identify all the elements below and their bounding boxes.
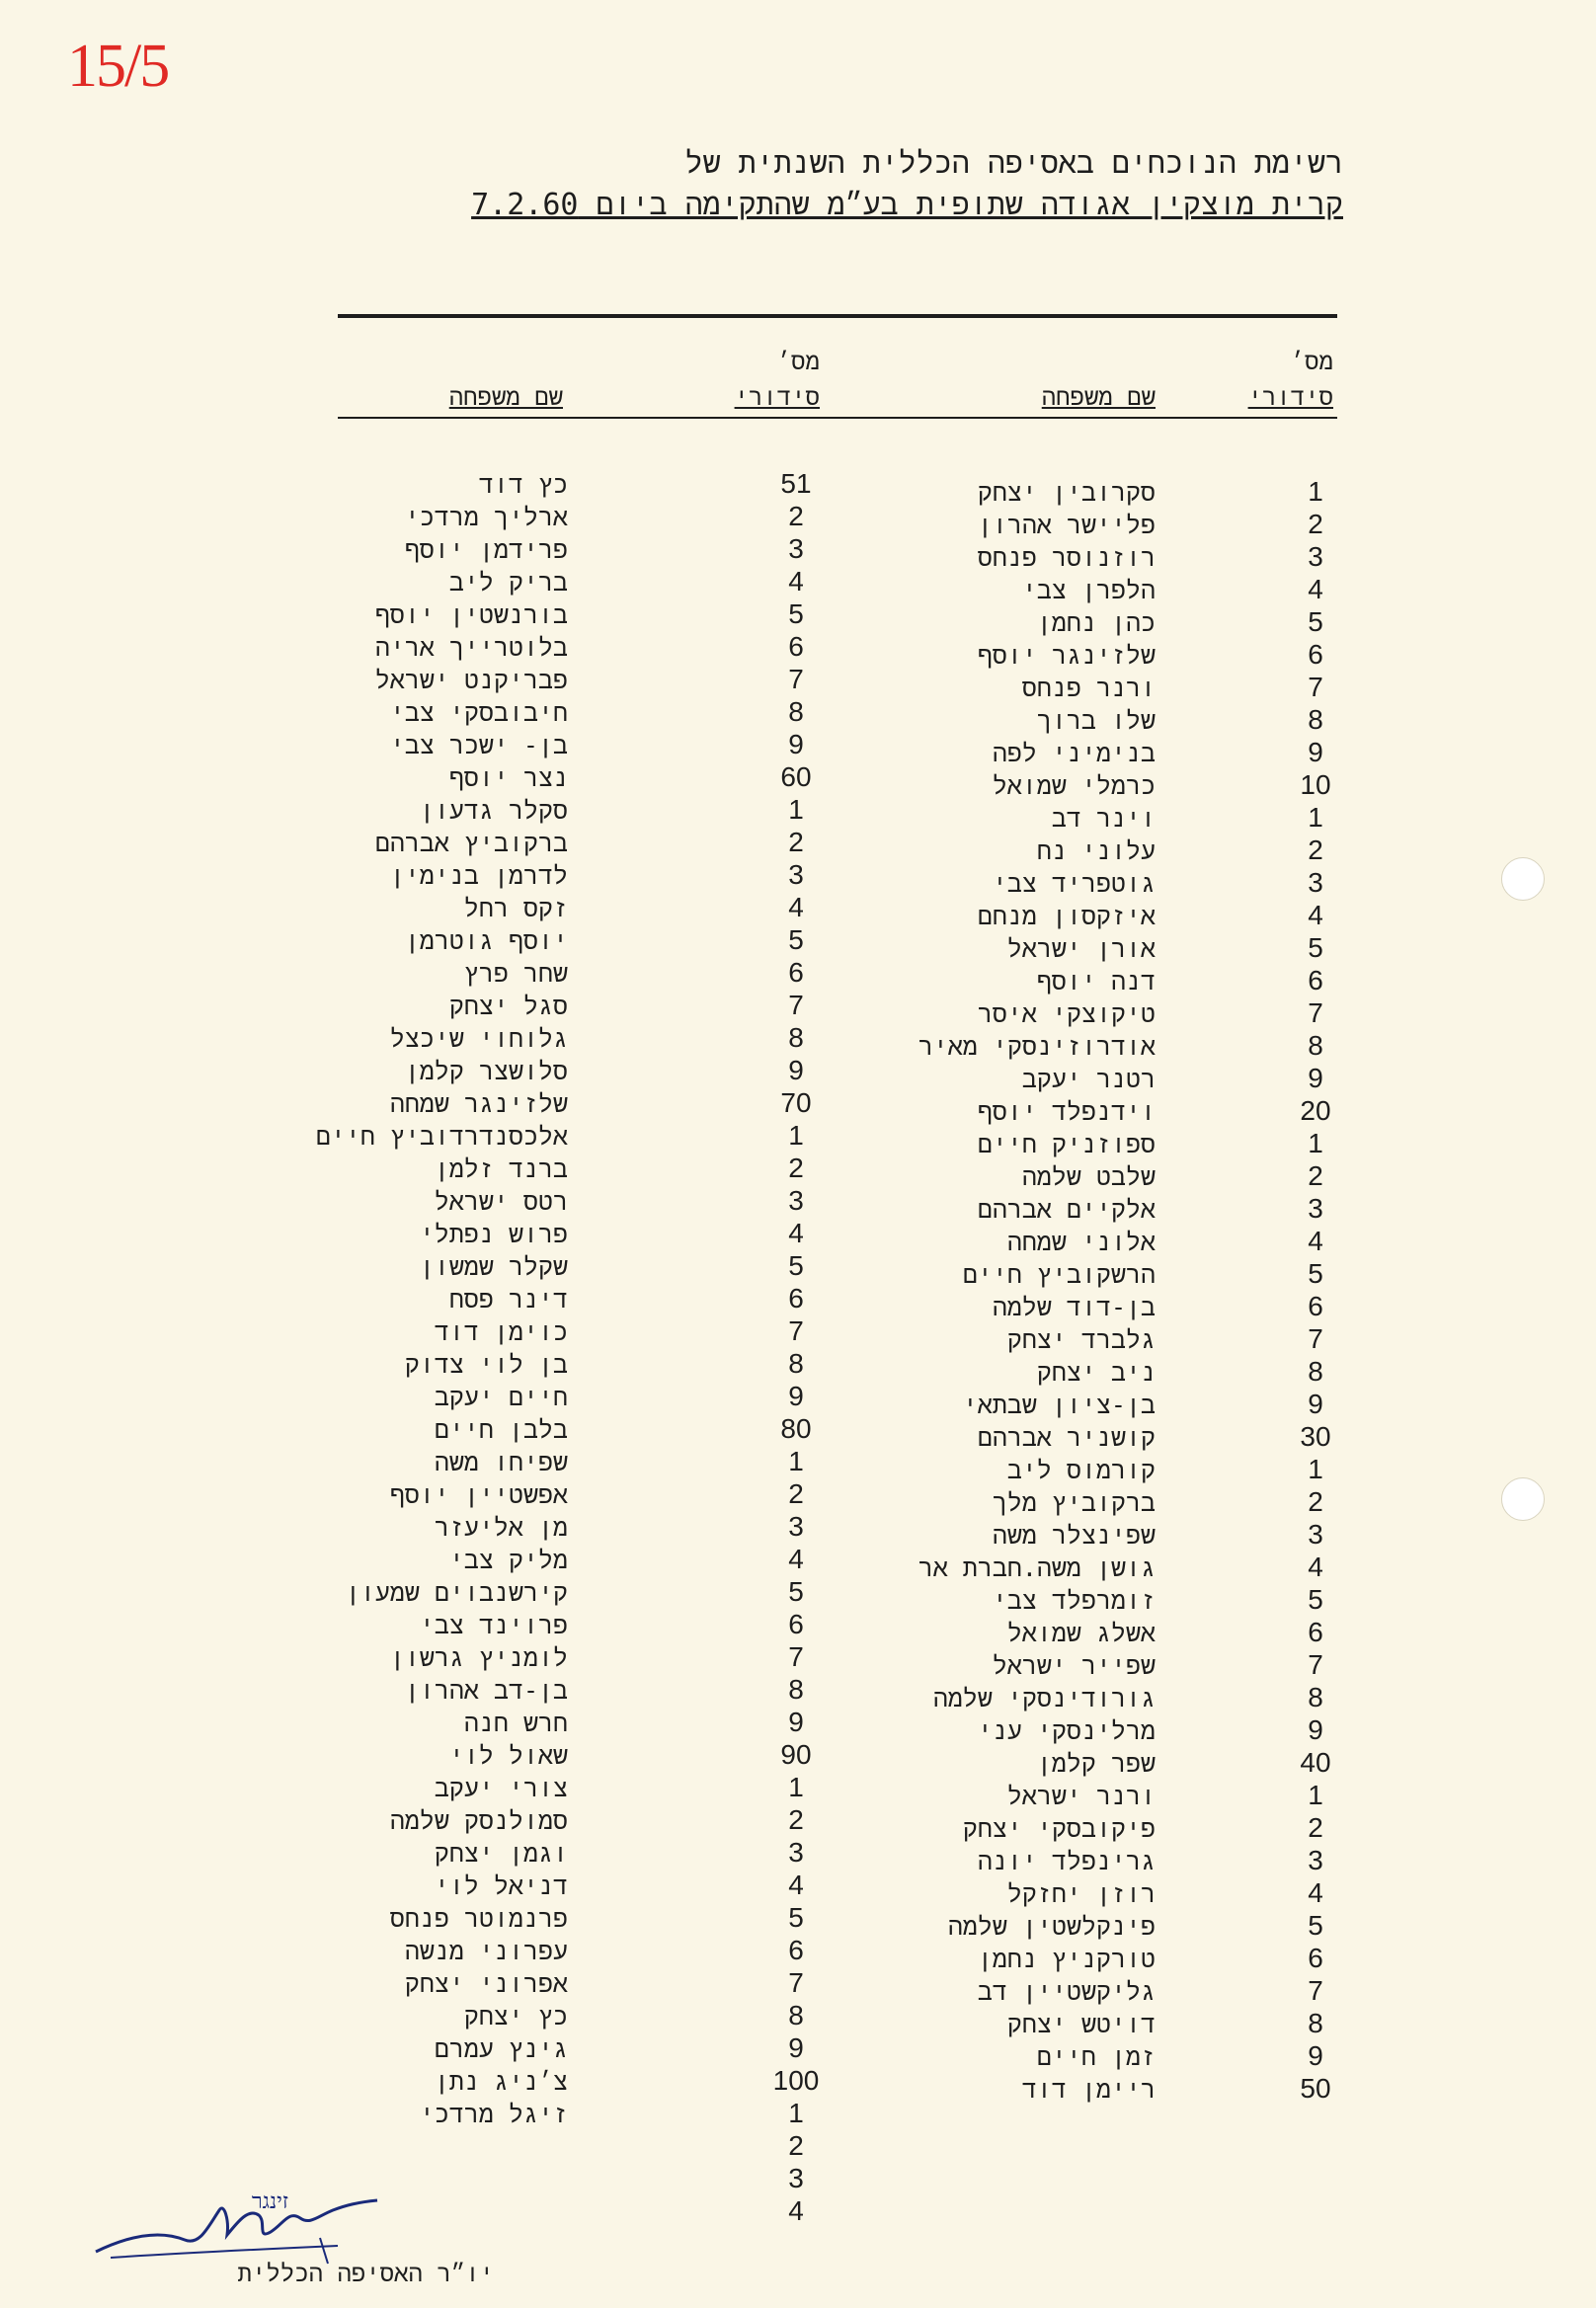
right-family-name: שפינצלר משה bbox=[992, 1521, 1156, 1550]
right-serial-number: 9 bbox=[1308, 2040, 1323, 2071]
right-family-name: כרמלי שמואל bbox=[992, 771, 1156, 800]
right-serial-number: 8 bbox=[1308, 1356, 1323, 1387]
left-serial-number: 4 bbox=[788, 892, 804, 922]
right-serial-number: 7 bbox=[1308, 997, 1323, 1028]
right-family-name: גליקשטיין דב bbox=[977, 1977, 1156, 2006]
right-family-name: סקרובין יצחק bbox=[977, 478, 1156, 507]
right-family-name: גורודינסקי שלמה bbox=[932, 1684, 1156, 1712]
left-family-name: נצר יוסף bbox=[448, 763, 568, 792]
right-serial-number: 5 bbox=[1308, 1258, 1323, 1289]
left-serial-number: 8 bbox=[788, 1348, 804, 1379]
header-rule bbox=[338, 314, 1337, 318]
right-family-name: טורקניץ נחמן bbox=[977, 1945, 1156, 1973]
right-serial-number: 1 bbox=[1308, 476, 1323, 507]
right-family-name: הרשקוביץ חיים bbox=[962, 1260, 1156, 1289]
right-family-name: פינקלשטין שלמה bbox=[947, 1912, 1156, 1941]
right-family-name: אודרוזינסקי מאיר bbox=[918, 1032, 1156, 1061]
page-number-mark: 15/5 bbox=[67, 33, 169, 100]
left-serial-number: 1 bbox=[788, 2098, 804, 2128]
left-serial-number: 8 bbox=[788, 696, 804, 727]
left-serial-number: 8 bbox=[788, 1674, 804, 1705]
left-serial-number: 3 bbox=[788, 859, 804, 890]
right-family-name: שלבט שלמה bbox=[1021, 1162, 1156, 1191]
right-serial-number: 9 bbox=[1308, 1714, 1323, 1745]
left-serial-number: 1 bbox=[788, 794, 804, 825]
signature-name: זינגר bbox=[251, 2189, 288, 2213]
left-family-header: שם משפחה bbox=[448, 383, 563, 411]
right-family-name: בנימיני לפה bbox=[992, 739, 1156, 767]
right-serial-number: 2 bbox=[1308, 835, 1323, 865]
left-serial-number: 3 bbox=[788, 1511, 804, 1542]
left-family-name: זקס רחל bbox=[463, 894, 568, 922]
right-serial-number: 6 bbox=[1308, 1291, 1323, 1321]
right-family-name: זומרפלד צבי bbox=[992, 1586, 1156, 1615]
left-serial-number: 3 bbox=[788, 2163, 804, 2193]
left-serial-number: 1 bbox=[788, 1772, 804, 1802]
left-serial-number: 9 bbox=[788, 1055, 804, 1085]
right-family-name: גוטפריד צבי bbox=[992, 869, 1156, 898]
left-serial-number: 4 bbox=[788, 1218, 804, 1248]
right-family-name: רטנר יעקב bbox=[1021, 1065, 1156, 1093]
left-serial-number: 6 bbox=[788, 1935, 804, 1965]
right-serial-number: 5 bbox=[1308, 1584, 1323, 1615]
left-family-name: יוסף גוטרמן bbox=[404, 926, 568, 955]
left-family-name: פרנמוטר פנחס bbox=[389, 1904, 568, 1933]
right-family-name: בן-דוד שלמה bbox=[992, 1293, 1156, 1321]
left-family-name: פרידמן יוסף bbox=[404, 535, 568, 564]
right-serial-number: 10 bbox=[1300, 769, 1331, 800]
right-family-name: וידנפלד יוסף bbox=[977, 1097, 1156, 1126]
left-serial-number: 5 bbox=[788, 1250, 804, 1281]
handwritten-signature bbox=[91, 2181, 387, 2269]
left-serial-number: 6 bbox=[788, 957, 804, 988]
right-family-name: רוזנוסר פנחס bbox=[977, 543, 1156, 572]
left-serial-number: 8 bbox=[788, 2000, 804, 2030]
right-family-name: הלפרן צבי bbox=[1021, 576, 1156, 604]
left-serial-number: 5 bbox=[788, 1576, 804, 1607]
right-serial-number: 3 bbox=[1308, 541, 1323, 572]
left-serial-number: 4 bbox=[788, 2195, 804, 2226]
left-family-name: שחר פרץ bbox=[463, 959, 568, 988]
right-serial-number: 4 bbox=[1308, 1552, 1323, 1582]
punch-hole-top bbox=[1501, 857, 1545, 901]
left-serial-number: 60 bbox=[780, 761, 812, 792]
punch-hole-bottom bbox=[1501, 1477, 1545, 1521]
left-serial-number: 7 bbox=[788, 664, 804, 694]
left-family-name: בלבן חיים bbox=[434, 1415, 568, 1444]
right-family-name: אורן ישראל bbox=[1006, 934, 1156, 963]
right-serial-number: 8 bbox=[1308, 704, 1323, 735]
left-family-name: חיים יעקב bbox=[434, 1383, 568, 1411]
left-family-name: פרוינד צבי bbox=[419, 1611, 568, 1639]
right-family-name: אשלג שמואל bbox=[1006, 1619, 1156, 1647]
left-serial-number: 1 bbox=[788, 1120, 804, 1151]
left-serial-number: 7 bbox=[788, 1967, 804, 1998]
document-title-line-2: קרית מוצקין אגודה שתופית בע״מ שהתקימה ביום 7.2.60 bbox=[471, 188, 1343, 222]
right-family-name: פיקובסקי יצחק bbox=[962, 1814, 1156, 1843]
right-family-name: ברקוביץ מלך bbox=[992, 1488, 1156, 1517]
right-serial-number: 3 bbox=[1308, 867, 1323, 898]
right-serial-number: 6 bbox=[1308, 1943, 1323, 1973]
left-family-name: בן- ישכר צבי bbox=[389, 731, 568, 759]
right-serial-header: מס׳ bbox=[1290, 348, 1333, 375]
right-family-name: ורנר פנחס bbox=[1021, 674, 1156, 702]
left-serial-number: 6 bbox=[788, 1609, 804, 1639]
right-serial-number: 4 bbox=[1308, 900, 1323, 930]
left-family-name: אפרוני יצחק bbox=[404, 1969, 568, 1998]
left-serial-number: 80 bbox=[780, 1413, 812, 1444]
right-serial-number: 3 bbox=[1308, 1193, 1323, 1224]
left-family-name: קירשנבוים שמעון bbox=[345, 1578, 568, 1607]
left-family-name: כוימן דוד bbox=[434, 1317, 568, 1346]
right-serial-number: 50 bbox=[1300, 2073, 1331, 2104]
left-family-name: בריק ליב bbox=[448, 568, 568, 597]
right-serial-number: 7 bbox=[1308, 1975, 1323, 2006]
left-family-name: צורי יעקב bbox=[434, 1774, 568, 1802]
right-family-name: מרלינסקי עני bbox=[977, 1716, 1156, 1745]
left-family-name: שקלר שמשון bbox=[419, 1252, 568, 1281]
left-family-name: עפרוני מנשה bbox=[404, 1937, 568, 1965]
left-family-name: פבריקנט ישראל bbox=[374, 666, 568, 694]
right-family-name: רוזן יחזקל bbox=[1006, 1879, 1156, 1908]
document-title-line-1: רשימת הנוכחים באסיפה הכללית השנתית של bbox=[684, 146, 1343, 181]
left-family-name: ברקוביץ אברהם bbox=[374, 829, 568, 857]
left-family-name: ארליך מרדכי bbox=[404, 503, 568, 531]
right-serial-number: 2 bbox=[1308, 509, 1323, 539]
right-serial-number: 7 bbox=[1308, 672, 1323, 702]
right-serial-number: 6 bbox=[1308, 639, 1323, 670]
right-family-name: טיקוצקי איסר bbox=[977, 999, 1156, 1028]
left-family-name: סלושצר קלמן bbox=[404, 1057, 568, 1085]
left-serial-number: 4 bbox=[788, 566, 804, 597]
right-serial-number: 2 bbox=[1308, 1486, 1323, 1517]
left-family-name: סקלר גדעון bbox=[419, 796, 568, 825]
left-serial-number: 3 bbox=[788, 1185, 804, 1216]
left-family-name: סמולנסק שלמה bbox=[389, 1806, 568, 1835]
left-serial-number: 90 bbox=[780, 1739, 812, 1770]
left-serial-number: 9 bbox=[788, 2032, 804, 2063]
left-family-name: בן לוי צדוק bbox=[404, 1350, 568, 1379]
right-family-name: קושניר אברהם bbox=[977, 1423, 1156, 1452]
right-family-name: פליישר אהרון bbox=[977, 511, 1156, 539]
right-serial-number: 30 bbox=[1300, 1421, 1331, 1452]
left-serial-number: 2 bbox=[788, 1153, 804, 1183]
left-family-name: דינר פסח bbox=[448, 1285, 568, 1313]
left-family-name: צ׳ניג נתן bbox=[434, 2067, 568, 2096]
left-family-name: בן-דב אהרון bbox=[404, 1676, 568, 1705]
left-serial-number: 4 bbox=[788, 1544, 804, 1574]
right-family-name: דויטש יצחק bbox=[1006, 2010, 1156, 2038]
left-serial-number: 3 bbox=[788, 1837, 804, 1868]
right-family-name: זמן חיים bbox=[1036, 2042, 1156, 2071]
left-family-name: בורנשטין יוסף bbox=[374, 600, 568, 629]
right-serial-number: 2 bbox=[1308, 1812, 1323, 1843]
right-family-name: גרינפלד יונה bbox=[977, 1847, 1156, 1875]
left-serial-number: 1 bbox=[788, 1446, 804, 1476]
right-serial-number: 8 bbox=[1308, 1682, 1323, 1712]
left-serial-number: 8 bbox=[788, 1022, 804, 1053]
right-serial-number: 3 bbox=[1308, 1519, 1323, 1550]
left-serial-number: 2 bbox=[788, 2130, 804, 2161]
right-family-name: גושן משה.חברת אר bbox=[918, 1553, 1156, 1582]
left-serial-number: 2 bbox=[788, 827, 804, 857]
right-serial-number: 4 bbox=[1308, 1226, 1323, 1256]
right-family-name: ספוזניק חיים bbox=[977, 1130, 1156, 1158]
right-serial-number: 3 bbox=[1308, 1845, 1323, 1875]
left-family-name: זיגל מרדכי bbox=[419, 2100, 568, 2128]
left-serial-number: 70 bbox=[780, 1087, 812, 1118]
right-serial-number: 9 bbox=[1308, 737, 1323, 767]
right-serial-number: 20 bbox=[1300, 1095, 1331, 1126]
right-serial-number: 7 bbox=[1308, 1649, 1323, 1680]
left-family-name: שפיחו משה bbox=[434, 1448, 568, 1476]
right-serial-number: 2 bbox=[1308, 1160, 1323, 1191]
left-serial-number: 7 bbox=[788, 990, 804, 1020]
left-family-name: חיבובסקי צבי bbox=[389, 698, 568, 727]
left-family-name: חרש חנה bbox=[463, 1709, 568, 1737]
right-serial-number: 8 bbox=[1308, 2008, 1323, 2038]
left-family-name: סגל יצחק bbox=[448, 992, 568, 1020]
right-serial-number: 1 bbox=[1308, 802, 1323, 833]
right-serial-number: 9 bbox=[1308, 1063, 1323, 1093]
left-serial-number: 5 bbox=[788, 1902, 804, 1933]
right-family-name: ורנר ישראל bbox=[1006, 1782, 1156, 1810]
right-family-name: שפר קלמן bbox=[1036, 1749, 1156, 1778]
left-serial-number: 9 bbox=[788, 729, 804, 759]
right-serial-number: 5 bbox=[1308, 932, 1323, 963]
left-family-name: בלוטרייך אריה bbox=[374, 633, 568, 662]
left-family-name: גלוחוי שיכצל bbox=[389, 1024, 568, 1053]
left-serial-number: 5 bbox=[788, 924, 804, 955]
right-family-name: ניב יצחק bbox=[1036, 1358, 1156, 1387]
left-serial-subheader: סידורי bbox=[734, 383, 820, 411]
right-serial-number: 7 bbox=[1308, 1323, 1323, 1354]
left-serial-number: 5 bbox=[788, 598, 804, 629]
left-family-name: דניאל לוי bbox=[434, 1871, 568, 1900]
right-family-name: גלברד יצחק bbox=[1006, 1325, 1156, 1354]
header-underline bbox=[338, 417, 1337, 419]
left-family-name: אפשטיין יוסף bbox=[389, 1480, 568, 1509]
right-serial-number: 40 bbox=[1300, 1747, 1331, 1778]
left-family-name: רטס ישראל bbox=[434, 1187, 568, 1216]
right-family-name: איזקסון מנחם bbox=[977, 902, 1156, 930]
right-serial-number: 9 bbox=[1308, 1389, 1323, 1419]
right-family-name: עלוני נח bbox=[1036, 836, 1156, 865]
left-family-name: מן אליעזר bbox=[434, 1513, 568, 1542]
right-family-name: כהן נחמן bbox=[1036, 608, 1156, 637]
left-family-name: גינץ עמרם bbox=[434, 2034, 568, 2063]
right-family-name: אלקיים אברהם bbox=[977, 1195, 1156, 1224]
right-serial-number: 1 bbox=[1308, 1780, 1323, 1810]
right-serial-number: 6 bbox=[1308, 965, 1323, 995]
signature-caption: יו״ר האסיפה הכללית bbox=[237, 2260, 494, 2287]
left-serial-number: 2 bbox=[788, 1804, 804, 1835]
left-serial-number: 7 bbox=[788, 1641, 804, 1672]
right-family-name: שפייר ישראל bbox=[992, 1651, 1156, 1680]
right-family-name: קורמוס ליב bbox=[1006, 1456, 1156, 1484]
left-family-name: כץ יצחק bbox=[463, 2002, 568, 2030]
left-family-name: אלכסנדרדוביץ חיים bbox=[315, 1122, 568, 1151]
right-serial-number: 4 bbox=[1308, 1877, 1323, 1908]
right-family-name: בן-ציון שבתאי bbox=[962, 1391, 1156, 1419]
left-serial-number: 4 bbox=[788, 1870, 804, 1900]
right-family-header: שם משפחה bbox=[1041, 383, 1156, 411]
left-serial-number: 51 bbox=[780, 468, 812, 499]
left-serial-number: 100 bbox=[772, 2065, 820, 2096]
right-family-name: אלוני שמחה bbox=[1006, 1228, 1156, 1256]
right-family-name: וינר דב bbox=[1051, 804, 1156, 833]
left-serial-number: 7 bbox=[788, 1315, 804, 1346]
left-serial-number: 9 bbox=[788, 1707, 804, 1737]
right-family-name: דנה יוסף bbox=[1036, 967, 1156, 995]
left-serial-number: 9 bbox=[788, 1381, 804, 1411]
left-serial-number: 3 bbox=[788, 533, 804, 564]
left-serial-number: 6 bbox=[788, 1283, 804, 1313]
left-family-name: לדרמן בנימין bbox=[389, 861, 568, 890]
left-family-name: שאול לוי bbox=[448, 1741, 568, 1770]
left-family-name: שלזינגר שמחה bbox=[389, 1089, 568, 1118]
left-serial-number: 2 bbox=[788, 1478, 804, 1509]
left-family-name: וגמן יצחק bbox=[434, 1839, 568, 1868]
right-serial-number: 8 bbox=[1308, 1030, 1323, 1061]
left-family-name: מליק צבי bbox=[448, 1546, 568, 1574]
right-serial-number: 5 bbox=[1308, 606, 1323, 637]
right-serial-number: 4 bbox=[1308, 574, 1323, 604]
right-serial-number: 1 bbox=[1308, 1128, 1323, 1158]
left-serial-number: 2 bbox=[788, 501, 804, 531]
left-family-name: ברנד זלמן bbox=[434, 1154, 568, 1183]
right-family-name: ריימן דוד bbox=[1021, 2075, 1156, 2104]
right-serial-number: 1 bbox=[1308, 1454, 1323, 1484]
right-serial-number: 6 bbox=[1308, 1617, 1323, 1647]
right-serial-subheader: סידורי bbox=[1247, 383, 1333, 411]
right-serial-number: 5 bbox=[1308, 1910, 1323, 1941]
left-family-name: לומניץ גרשון bbox=[389, 1643, 568, 1672]
left-serial-header: מס׳ bbox=[776, 348, 820, 375]
right-family-name: שלזינגר יוסף bbox=[977, 641, 1156, 670]
right-family-name: שלו ברוך bbox=[1036, 706, 1156, 735]
left-family-name: פרוש נפתלי bbox=[419, 1220, 568, 1248]
left-family-name: כץ דוד bbox=[478, 470, 568, 499]
left-serial-number: 6 bbox=[788, 631, 804, 662]
